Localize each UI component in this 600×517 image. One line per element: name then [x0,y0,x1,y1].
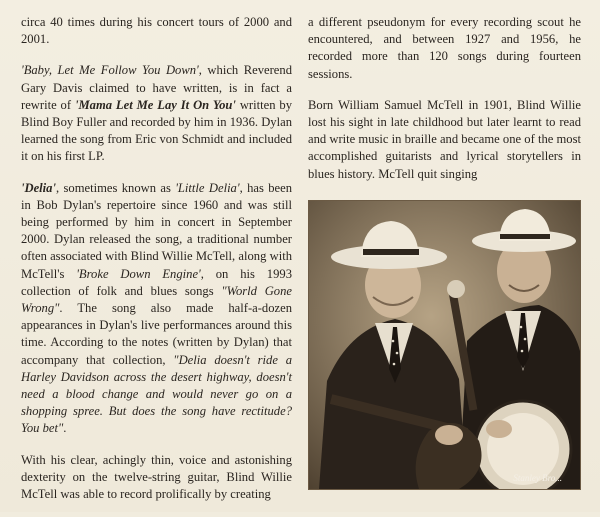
text-segment: , sometimes known as [55,180,176,195]
paragraph-delia [21,180,292,438]
album-title-world-gone-wrong: "World Gone Wrong" [21,283,292,316]
musicians-photo [308,200,581,490]
text-segment: . The song also made half-a-dozen appearances in Dylan's live performances around this time. According to the notes (written by Dylan) that accompany that collection, [21,301,292,367]
text-segment: , has been in Bob Dylan's repertoire since 1960 and was still being performed by him in concert in September 2000. Dylan released the song, a traditional number often associated with Blind Willie McTell, along with McTell's [21,180,292,281]
text-segment: , which Reverend Gary Davis claimed to have written, is in fact a rewrite of [21,63,292,112]
text-segment: written by Blind Boy Fuller and recorded by him in 1936. Dylan learned the song from Eric von Schmidt and included it on his first LP. [21,97,292,164]
text-segment: . [63,421,67,436]
left-text-column [21,14,292,517]
text-segment: , on his 1993 collection of folk and blues songs [21,266,292,298]
paragraph-pseudonym: a different pseudonym for every recording scout he encountered, and between 1927 and 1956, he recorded more than 120 songs during fourteen sessions. [308,15,581,81]
paragraph-mctell-voice: With his clear, achingly thin, voice and astonishing dexterity on the twelve-string guitar, Blind Willie McTell was able to record prolifically by creating [21,452,292,502]
song-title-baby-let-me-follow: 'Baby, Let Me Follow You Down' [21,63,199,78]
paragraph-baby-let-me-follow [21,62,292,165]
photo-credit: Stanley Bro... [513,473,562,483]
right-text-column [308,14,581,197]
song-title-delia: 'Delia' [21,180,56,195]
paragraph-born-mctell: Born William Samuel McTell in 1901, Blind Willie lost his sight in late childhood but later learnt to read and write music in braille and became one of the most accomplished guitarists and lyrical storytellers in blues history. McTell quit singing [308,97,581,181]
song-title-mama-let-me-lay: 'Mama Let Me Lay It On You' [74,97,236,112]
song-title-little-delia: 'Little Delia' [175,180,240,195]
photo-illustration [309,201,580,489]
dylan-quote: "Delia doesn't ride a Harley Davidson across the desert highway, doesn't need a blood change and would never go on a shopping spree. But does the song have rectitude? You bet" [21,352,292,436]
paragraph-tour-years: circa 40 times during his concert tours of 2000 and 2001. [21,15,292,47]
song-title-broke-down-engine: 'Broke Down Engine' [76,266,201,281]
